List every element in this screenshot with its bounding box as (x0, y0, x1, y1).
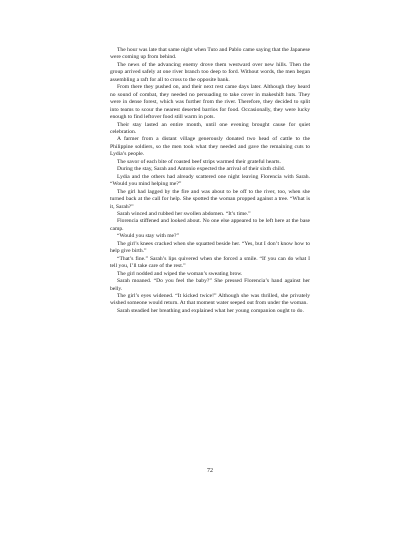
paragraph: The savor of each bite of roasted beef strips warmed their grateful hearts. (117, 158, 281, 165)
paragraph: Lydia and the others had already scattered one night leaving Florencia with Sarah. “Would you mind helping me?” (110, 173, 310, 188)
paragraph: Their stay lasted an entire month, until one evening brought cause for quiet celebration. (110, 121, 310, 135)
page-number: 72 (207, 468, 213, 474)
paragraph: Sarah moaned. “Do you feel the baby?” She pressed Florencia’s hand against her belly. (110, 278, 310, 292)
paragraph: “That’s fine.” Sarah’s lips quivered when she forced a smile. “If you can do what I tell you, I’ll take care of the rest.” (110, 255, 310, 270)
paragraph: The hour was late that same night when Tuto and Pablo came saying that the Japanese were coming up from behind. (110, 47, 310, 61)
paragraph: Florencia stiffened and looked about. No one else appeared to be left here at the base camp. (110, 218, 310, 232)
paragraph: The girl nodded and wiped the woman’s sweating brow. (117, 270, 243, 277)
body-text (110, 47, 310, 315)
paragraph: The girl’s eyes widened. “It kicked twice!” Although she was thrilled, she privately wished someone would return. At that moment water seeped out from under the woman. (110, 292, 310, 307)
paragraph: During the stay, Sarah and Antonio expected the arrival of their sixth child. (117, 166, 286, 173)
paragraph: “Would you stay with me?” (117, 233, 179, 240)
paragraph: The girl’s knees cracked when she squatted beside her. “Yes, but I don’t know how to help give birth.” (110, 240, 310, 255)
paragraph: A farmer from a distant village generously donated two head of cattle to the Philippine soldiers, so the men took what they needed and gave the remaining cuts to Lydia’s people. (110, 136, 310, 158)
paragraph: Sarah steadied her breathing and explained what her young companion ought to do. (117, 307, 304, 314)
paragraph: Sarah winced and rubbed her swollen abdomen. “It’s time.” (117, 210, 251, 217)
paragraph: From there they pushed on, and their next rest came days later. Although they heard no sound of combat, they needed no persuading to take cover in makeshift huts. They were in dense forest, which was further from the river. Therefore, they decided to split into teams to scour the nearest deserted barrios for food. Occasionally, they were lucky enough to find leftover food still warm in pots. (110, 84, 310, 121)
paragraph: The news of the advancing enemy drove them westward over new hills. Then the group arrived safely at one river branch too deep to ford. Without words, the men began assembling a raft for all to cross to the opposite bank. (110, 61, 310, 83)
paragraph: The girl had lagged by the fire and was about to be off to the river, too, when she turned back at the call for help. She spotted the woman propped against a tree. “What is it, Sarah?” (110, 188, 310, 210)
